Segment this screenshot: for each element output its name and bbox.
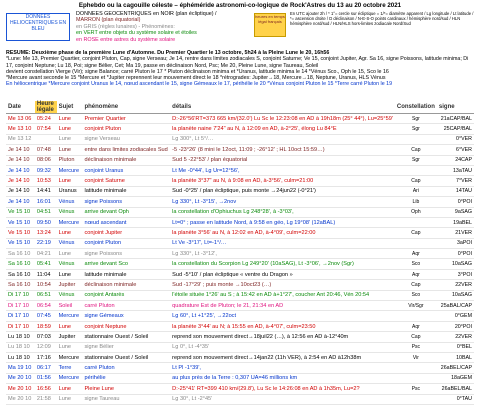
cell-details: la planète 3°44' au N; à 15:55 en AD, à-4°07', culm=23:50 (170, 321, 395, 331)
cell-subject: Lune (57, 394, 83, 404)
cell-details: Sud -0°25' / plan écliptique, puis monte →24jun22 (-0°21') (170, 186, 395, 196)
cell-sign: 25CAP/BAL (437, 124, 474, 134)
cell-date: Sa 16 10 (6, 280, 35, 290)
cell-subject: Vénus (57, 238, 83, 248)
cell-subject: Vénus (57, 290, 83, 300)
cell-sign: 21aCAP/BAL (437, 114, 474, 124)
cell-details: l'étoile située 1°26' au S ; à 15:42 en AD à+1°27', coucher Ant 20:46, Vén 20:54 (170, 290, 395, 300)
col-sign: signe (437, 101, 474, 114)
cell-constellation (395, 394, 437, 404)
cell-constellation: Cap (395, 176, 437, 186)
cell-time: 12:09 (35, 342, 57, 352)
cell-time: 09:32 (35, 165, 57, 175)
cell-details: la planète 3°56' au N, à 12:02 en AD, à-4°09', culm=22:00 (170, 228, 395, 238)
table-row (6, 155, 474, 165)
cell-details: la planète naine 7'24" au N, à 12:09 en AD, à-2°25', élong Lu 84°E (170, 124, 395, 134)
abbreviation-notes: En UTC ajouter 2h / * 1°= cercle sur écliptique = 1/*= diamètre apparent / Lg longitude / Lt latitude / *= ascension droite / D déclinaison / N-E-S-O points cardinaux / hémisphère nord/sud / HLN hémisphère nord/sud / HLN/HLS hors-limites zodiacale Nord/Sud (290, 11, 474, 27)
summary-helio: En héliocentrique *Mercure conjoint Uranus le 14, nœud ascendant le 15, signe Gémeaux le 17, périhélie le 20 *Vénus conjoint Pluton le 15 *Terre carré Pluton le 19 (6, 81, 393, 88)
cell-date: Je 14 10 (6, 197, 35, 207)
col-phenomenon: phénomène (82, 101, 170, 114)
cell-constellation: Sco (395, 259, 437, 269)
cell-details: Lt=0° ; passe en latitude Nord, à 9:58 en géo, Lg 19°08' (12aBAL) (170, 217, 395, 227)
cell-constellation: Cap (395, 228, 437, 238)
table-row (6, 290, 474, 300)
cell-sign: 10BAL (437, 352, 474, 362)
geo-legend-line-5: en ROSE entre astres du système solaire (76, 36, 176, 43)
cell-details: D:-26°56'RT=373 665 km/(32.0') Lu Sc le 12:23:08 en AD à 19h18m (25° 44°), Lu=25°59' (170, 114, 395, 124)
ephemeris-table (6, 101, 474, 405)
cell-phenomenon: signe Poissons (82, 197, 170, 207)
cell-phenomenon: arrive devant Oph (82, 207, 170, 217)
cell-subject: Lune (57, 228, 83, 238)
table-row (6, 394, 474, 404)
cell-date: Me 13 12 (6, 134, 35, 144)
cell-phenomenon: signe Bélier (82, 342, 170, 352)
cell-subject: Vénus (57, 197, 83, 207)
cell-phenomenon: conjoint Antarès (82, 290, 170, 300)
cell-sign: 19aBEL (437, 217, 474, 227)
cell-sign: 22VER (437, 280, 474, 290)
cell-time: 07:54 (35, 124, 57, 134)
cell-sign: 26aBEL/BAL (437, 384, 474, 394)
cell-time: 07:03 (35, 332, 57, 342)
cell-time: 06:54 (35, 301, 57, 311)
cell-time: 08:06 (35, 155, 57, 165)
cell-time: 16:01 (35, 197, 57, 207)
cell-date: Ve 15 10 (6, 217, 35, 227)
cell-time: 07:45 (35, 311, 57, 321)
cell-sign: 3aPOI (437, 238, 474, 248)
table-row (6, 165, 474, 175)
cell-phenomenon: stationnaire Ouest / Soleil (82, 352, 170, 362)
cell-details: Lt Pl -1°39', (170, 363, 395, 373)
summary-retro: *Mercure avant seconde le 15 *Mercure et *Jupiter reprennent leur mouvement direct le 18 *rétrogrades: Jupiter→18, Mercure→18, Neptune, Uranus, HLS Vénus (6, 75, 386, 82)
cell-details: quadrature Est de Pluton; le 21, 21:34 en AD (170, 301, 395, 311)
cell-date: Lu 18 10 (6, 352, 35, 362)
col-details: détails (170, 101, 395, 114)
cell-details: reprend son mouvement direct→18juil22 (…), à 12:56 en AD à-12°40m (170, 332, 395, 342)
cell-phenomenon: conjoint Pluton (82, 238, 170, 248)
cell-subject: Lune (57, 384, 83, 394)
cell-phenomenon: signe Taureau (82, 394, 170, 404)
summary-moon: *Lune: Me 13, Premier Quartier, conjoint Pluton, Cap, signe Verseau; Je 14, rentre dans limites zodiacales S, conjoint Saturne; Ve 15, conjoint Jupiter, Agr. Sa 16, signe Poissons, latitude minima; Di 17, conjoint Neptune; Lu 18, Poi; signe Bélier, Cet; Ma 19, passe en déclinaison Nord, Psc; Me 20, Pleine Lune, signe Taureau, Soleil (6, 56, 469, 69)
helio-legend-box (6, 13, 70, 41)
geo-legend (76, 11, 246, 43)
cell-phenomenon: conjoint Neptune (82, 321, 170, 331)
cell-constellation: Sgr (395, 114, 437, 124)
table-row (6, 301, 474, 311)
cell-phenomenon: déclinaison minimale (82, 280, 170, 290)
cell-phenomenon: Pleine Lune (82, 384, 170, 394)
cell-phenomenon: périhélie (82, 373, 170, 383)
geo-legend-line-4: en VERT entre objets du système solaire et étoiles (76, 30, 197, 37)
cell-sign: 26aBEL/CAP (437, 363, 474, 373)
col-constellation: Constellation (395, 101, 437, 114)
cell-details: Lg 0°, Lt -4°35' (170, 342, 395, 352)
cell-subject: Lune (57, 124, 83, 134)
cell-sign: 0°GEM (437, 311, 474, 321)
cell-date: Je 14 10 (6, 145, 35, 155)
cell-date: Lu 18 10 (6, 332, 35, 342)
cell-constellation: Psc (395, 342, 437, 352)
cell-phenomenon: Premier Quartier (82, 114, 170, 124)
cell-details: la constellation du Scorpion Lg 249°20' (10aSAG), Lt -3°06', →2nov (Sgr) (170, 259, 395, 269)
table-header-row (6, 101, 474, 114)
cell-sign: 10aSAG (437, 259, 474, 269)
cell-details: reprend son mouvement direct→14jan22 (11h VER), à 2:54 en AD à12h38m (170, 352, 395, 362)
cell-time: 16:56 (35, 384, 57, 394)
table-row (6, 228, 474, 238)
cell-constellation (395, 165, 437, 175)
col-time: Heure légale (35, 101, 57, 114)
col-date: Date (6, 101, 35, 114)
table-row (6, 176, 474, 186)
cell-constellation: Oph (395, 207, 437, 217)
cell-phenomenon: signe Verseau (82, 134, 170, 144)
cell-phenomenon: conjoint Jupiter (82, 228, 170, 238)
cell-subject: Lune (57, 134, 83, 144)
cell-details: Sud 5 -22°53' / plan équatorial (170, 155, 395, 165)
cell-constellation: Aqr (395, 249, 437, 259)
table-row (6, 373, 474, 383)
cell-details: Sud -17°29' ; puis monte →10oct23 (…) (170, 280, 395, 290)
cell-phenomenon: latitude minimale (82, 269, 170, 279)
cell-sign: 21VER (437, 228, 474, 238)
cell-date: Ve 15 10 (6, 207, 35, 217)
cell-date: Sa 16 10 (6, 249, 35, 259)
legal-time-badge (254, 13, 286, 37)
table-row (6, 238, 474, 248)
legend (6, 11, 474, 49)
cell-subject: Vénus (57, 259, 83, 269)
cell-constellation: Lib (395, 197, 437, 207)
table-body (6, 114, 474, 405)
cell-sign: 0°POI (437, 249, 474, 259)
cell-time: 07:48 (35, 145, 57, 155)
table-row (6, 280, 474, 290)
cell-constellation: Sgr (395, 124, 437, 134)
cell-time: 11:04 (35, 269, 57, 279)
cell-subject: Lune (57, 145, 83, 155)
cell-details: Lg 60°, Lt +1°25', →22oct (170, 311, 395, 321)
cell-constellation (395, 363, 437, 373)
cell-subject: Lune (57, 321, 83, 331)
cell-constellation: Aqr (395, 321, 437, 331)
geo-legend-line-2: MARRON (plan équatorial) (76, 17, 141, 24)
cell-sign: 20°POI (437, 321, 474, 331)
cell-sign: 10aSAG (437, 290, 474, 300)
cell-sign: 0°POI (437, 197, 474, 207)
cell-subject: Lune (57, 176, 83, 186)
cell-subject: Mercure (57, 311, 83, 321)
cell-date: Ve 15 10 (6, 228, 35, 238)
cell-date: Di 17 10 (6, 301, 35, 311)
cell-phenomenon: entre dans limites zodiacales Sud (82, 145, 170, 155)
summary-headline: Deuxième phase de la première Lune d'Automne. Du Premier Quartier le 13 octobre, 5h24 à la Pleine Lune le 20, 16h56 (31, 50, 330, 56)
cell-details: au plus près de la Terre : 0,307 UA=46 millions km (170, 373, 395, 383)
cell-date: Me 20 10 (6, 373, 35, 383)
cell-subject: Lune (57, 249, 83, 259)
cell-subject: Mercure (57, 165, 83, 175)
cell-date: Je 14 10 (6, 155, 35, 165)
cell-sign: 9aSAG (437, 207, 474, 217)
cell-constellation: Vir (395, 352, 437, 362)
geo-legend-line-3: en GRIS (règles lunaires) - Phénomènes: (76, 23, 175, 30)
page-title: Ephebdo ou la cagouille céleste – éphéméride astronomi-co-logique de Rock'Astres du 13 au 20 octobre 2021 (78, 2, 402, 9)
summary-label: RESUME: (6, 50, 31, 56)
cell-sign: 18aGEM (437, 373, 474, 383)
cell-time: 21:58 (35, 394, 57, 404)
cell-date: Lu 18 10 (6, 342, 35, 352)
summary-sun: devient constellation Vierge (Vir); signe Balance; carré Pluton le 17 * Pluton déclinaison minima et *Uranus, latitude minima le 14 *Vénus Sco., Oph le 15, Sco le 16 (6, 68, 389, 75)
cell-subject: Mercure (57, 373, 83, 383)
cell-constellation: Cap (395, 332, 437, 342)
table-row (6, 145, 474, 155)
cell-subject: Jupiter (57, 280, 83, 290)
cell-time: 10:53 (35, 176, 57, 186)
cell-sign: 13aTAU (437, 165, 474, 175)
table-row (6, 311, 474, 321)
cell-phenomenon: carré Pluton (82, 301, 170, 311)
cell-date: Je 14 10 (6, 186, 35, 196)
cell-date: Me 13 10 (6, 124, 35, 134)
cell-details: -5 -23°26' (8 mini le 12oct, 11:09 ; -26°12' ; HL 10oct 15:59…) (170, 145, 395, 155)
cell-subject: Soleil (57, 301, 83, 311)
cell-time: 04:51 (35, 207, 57, 217)
cell-constellation (395, 134, 437, 144)
cell-phenomenon: carré Pluton (82, 363, 170, 373)
cell-phenomenon: nœud ascendant (82, 217, 170, 227)
cell-phenomenon: stationnaire Ouest / Soleil (82, 332, 170, 342)
cell-date: Di 17 10 (6, 321, 35, 331)
cell-phenomenon: signe Gémeaux (82, 311, 170, 321)
table-row (6, 352, 474, 362)
summary-section (6, 50, 474, 88)
cell-sign: 7°VER (437, 176, 474, 186)
cell-phenomenon: conjoint Saturne (82, 176, 170, 186)
cell-sign: 0°BEL (437, 342, 474, 352)
table-row (6, 134, 474, 144)
cell-subject: Pluton (57, 155, 83, 165)
cell-date: Ma 19 10 (6, 363, 35, 373)
cell-date: Me 20 10 (6, 384, 35, 394)
cell-constellation: Cap (395, 145, 437, 155)
table-row (6, 321, 474, 331)
table-row (6, 249, 474, 259)
cell-phenomenon: latitude minimale (82, 186, 170, 196)
cell-date: Je 14 10 (6, 165, 35, 175)
cell-sign: 25aBAL/CAP (437, 301, 474, 311)
cell-date: Di 17 10 (6, 311, 35, 321)
cell-constellation: Cap (395, 280, 437, 290)
cell-subject: Mercure (57, 352, 83, 362)
table-row (6, 342, 474, 352)
cell-date: Ve 15 10 (6, 238, 35, 248)
table-row (6, 197, 474, 207)
cell-date: Di 17 10 (6, 290, 35, 300)
cell-date: Me 13 06 (6, 114, 35, 124)
table-row (6, 384, 474, 394)
cell-sign: 22VER (437, 332, 474, 342)
cell-phenomenon: arrive devant Sco (82, 259, 170, 269)
cell-date: Je 14 10 (6, 176, 35, 186)
cell-time: 18:59 (35, 321, 57, 331)
cell-date: Sa 16 10 (6, 259, 35, 269)
cell-time: 13:24 (35, 228, 57, 238)
cell-subject: Jupiter (57, 332, 83, 342)
table-row (6, 363, 474, 373)
table-row (6, 124, 474, 134)
cell-constellation: Ari (395, 186, 437, 196)
cell-time: 04:21 (35, 249, 57, 259)
cell-subject: Lune (57, 342, 83, 352)
cell-sign: 6°VER (437, 145, 474, 155)
col-subject: Sujet (57, 101, 83, 114)
table-row (6, 207, 474, 217)
cell-details: Lt Ve -3°17', Lt=-1°/… (170, 238, 395, 248)
table-row (6, 114, 474, 124)
cell-time: 17:16 (35, 352, 57, 362)
cell-time (35, 134, 57, 144)
cell-details: Lg 300°, Lt 5°/… (170, 134, 395, 144)
cell-details: Lg 30°, Lt -2°45' (170, 394, 395, 404)
cell-subject: Vénus (57, 207, 83, 217)
cell-date: Me 20 10 (6, 394, 35, 404)
cell-time: 09:50 (35, 217, 57, 227)
cell-subject: Mercure (57, 217, 83, 227)
cell-time: 05:24 (35, 114, 57, 124)
cell-subject: Uranus (57, 186, 83, 196)
legal-time-badge-text: heures en temps légal français (255, 14, 285, 24)
cell-constellation (395, 311, 437, 321)
cell-details: Lt Me -0°44', Lg Ur=12°56', (170, 165, 395, 175)
cell-constellation (395, 217, 437, 227)
cell-constellation: Vir/Sgr (395, 301, 437, 311)
table-row (6, 332, 474, 342)
cell-details: Lg 330°, Lt -3°12', (170, 249, 395, 259)
cell-constellation: Psc (395, 384, 437, 394)
cell-subject: Lune (57, 114, 83, 124)
cell-details: la planète 3°37" au N, à 9:08 en AD, à-3°56', culm=21:00 (170, 176, 395, 186)
cell-date: Sa 16 10 (6, 269, 35, 279)
table-row (6, 186, 474, 196)
cell-phenomenon: signe Poissons (82, 249, 170, 259)
cell-sign: 3°POI (437, 269, 474, 279)
cell-sign: 0°TAU (437, 394, 474, 404)
geo-legend-line-1: DONNEES GEOCENTRIQUES en NOIR (plan écliptique) / (76, 11, 217, 17)
table-row (6, 269, 474, 279)
helio-legend-text: DONNEES HELIOCENTRIQUES EN BLEU (9, 14, 67, 32)
cell-time: 06:51 (35, 290, 57, 300)
cell-constellation: Sco (395, 290, 437, 300)
cell-subject: Lune (57, 269, 83, 279)
table-row (6, 259, 474, 269)
cell-constellation: Aqr (395, 269, 437, 279)
cell-time: 06:17 (35, 363, 57, 373)
cell-sign: 14TAU (437, 186, 474, 196)
cell-subject: Terre (57, 363, 83, 373)
cell-time: 10:54 (35, 280, 57, 290)
table-row (6, 217, 474, 227)
cell-phenomenon: conjoint Pluton (82, 124, 170, 134)
cell-sign: 0°VER (437, 134, 474, 144)
cell-details: la constellation d'Ophiuchus Lg 248°28', à -3°03', (170, 207, 395, 217)
cell-constellation: Sgr (395, 155, 437, 165)
cell-time: 14:41 (35, 186, 57, 196)
cell-time: 22:19 (35, 238, 57, 248)
cell-time: 01:56 (35, 373, 57, 383)
cell-sign: 24CAP (437, 155, 474, 165)
cell-constellation (395, 238, 437, 248)
cell-phenomenon: conjoint Uranus (82, 165, 170, 175)
cell-details: Lg 330°, Lt -3°15', →2nov (170, 197, 395, 207)
cell-phenomenon: déclinaison minimale (82, 155, 170, 165)
cell-time: 05:41 (35, 259, 57, 269)
cell-constellation (395, 373, 437, 383)
cell-details: Sud -5°10' / plan écliptique « ventre du Dragon » (170, 269, 395, 279)
cell-details: D:-25°41' RT=399 410 km/(29.8'), Lu Sc le 14:26:08 en AD à 1h35m, Lu=2? (170, 384, 395, 394)
